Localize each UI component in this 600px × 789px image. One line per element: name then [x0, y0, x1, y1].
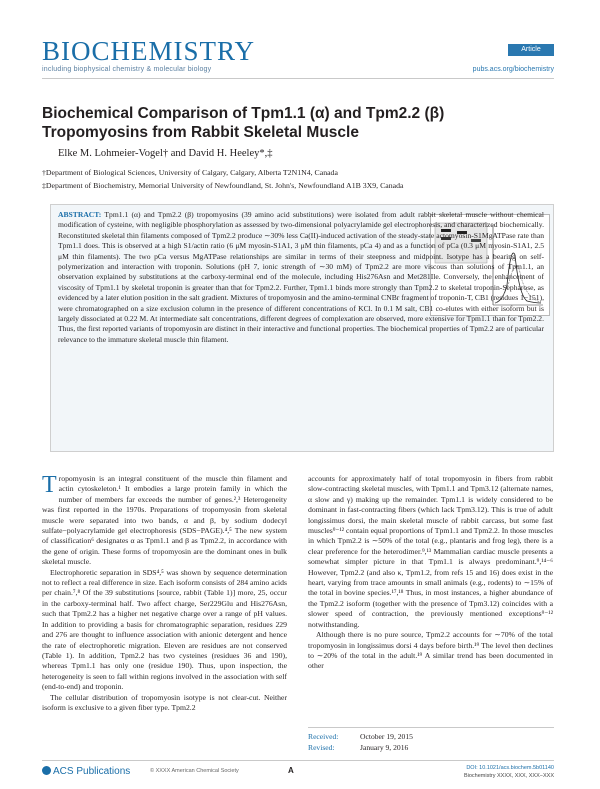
affiliation-2: ‡Department of Biochemistry, Memorial University of Newfoundland, St. John's, Newfoundland A1B 3X9, Canada: [42, 181, 404, 190]
body-column-right: [308, 474, 553, 672]
acs-logo-icon: [42, 766, 51, 775]
drop-cap: T: [42, 472, 57, 498]
journal-subtitle: including biophysical chemistry & molecular biology: [42, 66, 212, 73]
abstract-text: [58, 210, 544, 345]
revised-label: Revised:: [308, 743, 335, 752]
paper-title: Biochemical Comparison of Tpm1.1 (α) and Tpm2.2 (β) Tropomyosins from Rabbit Skeletal Muscle: [42, 105, 445, 141]
paragraph: Although there is no pure source, Tpm2.2 accounts for ∼70% of the total tropomyosin in longissimus dorsi 4 days before birth.¹⁹ The level then declines to ∼20% of the total in the adult.¹⁹ A similar trend has been documented in other: [308, 630, 553, 671]
paragraph-text: ropomyosin is an integral constituent of the muscle thin filament and actin cytoskeleton.¹ It embodies a large protein family in which the number of members far exceeds the number of genes.²,³ Heterogeneity was first reported in the 1970s. Preparations of tropomyosin from skeletal muscle were separated into two bands, α and β, by sodium dodecyl sulfate−polyacrylamide gel electrophoresis (SDS−PAGE).⁴,⁵ The new system of classification⁶ designates α as Tpm1.1 and β as Tpm2.2, in accordance with the gene of origin. These forms of tropomyosin are the dominant ones in bulk skeletal muscle.: [42, 474, 287, 567]
doi-link[interactable]: 10.1021/acs.biochem.5b01140: [479, 765, 554, 771]
journal-url-link[interactable]: pubs.acs.org/biochemistry: [472, 66, 554, 73]
publisher-name: ACS Publications: [53, 766, 131, 777]
affiliation-1: †Department of Biological Sciences, University of Calgary, Calgary, Alberta T2N1N4, Canada: [42, 168, 338, 177]
doi-block: [440, 764, 554, 780]
doi-label: DOI:: [466, 765, 478, 771]
received-date: October 19, 2015: [360, 732, 413, 741]
footer-divider: [42, 760, 554, 761]
header-divider: [42, 78, 554, 79]
author-list: Elke M. Lohmeier-Vogel† and David H. Heeley*,‡: [58, 148, 273, 159]
body-column-left: [42, 474, 287, 713]
paragraph: The cellular distribution of tropomyosin isotype is not clear-cut. Neither isoform is exclusive to a given fiber type. Tpm2.2: [42, 692, 287, 712]
paragraph: Electrophoretic separation in SDS⁴,⁵ was shown by sequence determination not to reflect a real difference in size. Each isoform consists of 284 amino acids per chain.⁷,⁸ Of the 39 substitutions [source, rabbit (Table 1)] more, 25, occur in the carboxy-terminal half. Two affect charge, Ser229Glu and His276Asn, such that Tpm2.2 has a higher net negative charge over a range of pH values. In addition to providing a basis for chromatographic separation, residues 229 and 276 are thought to influence association with anionic detergent and hence the rate of electrophoretic migration. Eleven are residues are not conserved (Table 1). In addition, Tpm2.2 has two cysteines (residues 36 and 190), whereas Tpm1.1 has only one (residue 190). Thus, upon inspection, the heterogeneity is seen to fall within regions involved in the association with self (end-to-end) and troponin.: [42, 567, 287, 692]
paragraph: [42, 474, 287, 568]
publisher-logo: [42, 766, 130, 777]
paragraph: accounts for approximately half of total tropomyosin in fibers from rabbit slow-contracting skeletal muscles, with Tpm1.1 and Tpm3.12 (alternate names, α slow and γ) making up the remainder. Tpm1.1 is widely considered to be dominant in fast-contracting fibers (which lack Tpm3.12). This is true of adult longissimus dorsi, the main skeletal muscle of rabbit carcass, but some fast muscles⁹⁻¹² contain equal proportions of Tpm1.1 and Tpm2.2. In those muscles in which Tpm2.2 is ∼50% of the total (e.g., plantaris and frog leg), there is a clear preference for the heterodimer.⁹,¹³ Mammalian cardiac muscle presents a somewhat simpler picture in that Tpm1.1 is always predominant.⁹,¹⁴⁻⁶ However, Tpm2.2 (and also κ, Tpm1.2, from refs 15 and 16) does exist in the heart, varying from trace amounts in small animals (e.g., rodents) to ∼15% of the total in bovine species.¹⁷,¹⁸ Thus, in most instances, a higher abundance of the Tpm2.2 isoform (together with the presence of Tpm3.12) coincides with a slower speed of contraction, the previously mentioned exceptions⁹⁻¹² notwithstanding.: [308, 474, 553, 629]
revised-date: January 9, 2016: [360, 743, 409, 752]
dates-divider: [308, 727, 554, 728]
received-label: Received:: [308, 732, 339, 741]
journal-citation: Biochemistry XXXX, XXX, XXX−XXX: [463, 773, 554, 779]
publication-dates: [308, 731, 413, 753]
page-number: A: [288, 766, 294, 775]
abstract-label: ABSTRACT:: [58, 210, 102, 219]
journal-name: BIOCHEMISTRY: [42, 36, 256, 66]
copyright: © XXXX American Chemical Society: [150, 768, 239, 774]
article-type-badge: Article: [508, 44, 554, 56]
abstract-body: Tpm1.1 (α) and Tpm2.2 (β) tropomyosins (39 amino acid substitutions) were isolated from adult rabbit skeletal muscle without chemical modification of cysteine, with negligible phosphorylation as assessed by two-dimensional polyacrylamide gel electrophoresis, and characterized biochemically. Reconstituted skeletal thin filaments composed of Tpm2.2 produce ∼30% less Ca(II)-induced activation of the steady-state actomyosin-S1MgATPase rate than Tpm1.1 does. This is observed at a high S1/actin ratio (6 μM myosin-S1A1, 3 μM thin filaments, pCa 4) and as a function of pCa (0.3 μM myosin-S1A1, 2.5 μM thin filaments). The two pCa versus MgATPase relationships are similar in terms of their steepness and midpoint. Isotype has a bearing on self-polymerization and interaction with troponin. Solutions (pH 7, ionic strength of ∼30 mM) of Tpm2.2 are more viscous than solutions of Tpm1.1, an observation explained by substitutions at the carboxy-terminal end of the molecule, including His276Asn and Met281Ile. Conversely, the enhancement of viscosity of Tpm1.1 by skeletal troponin is greater than that for Tpm2.2. Further, Tpm1.1 binds more strongly than Tpm2.2 to skeletal troponin-Sepharose, as evidenced by a later elution position in the salt gradient. Mixtures of tropomyosin and the amino-terminal CNBr fragment of troponin-T, CB1 (residues 1−151), were chromatographed on a size exclusion column in the presence of different concentrations of KCl. In 0.1 M salt, CB1 co-elutes with either isoform but is largely dissociated at 0.22 M. At intermediate salt concentrations, different degrees of complexation are observed, more extensive for Tpm1.1 than for Tpm2.2. Thus, the first reported variants of tropomyosin are distinct in their interactive and functional properties. The biochemical properties of Tpm2.2 are of particular relevance to the immature skeletal muscle thin filament.: [58, 210, 544, 344]
